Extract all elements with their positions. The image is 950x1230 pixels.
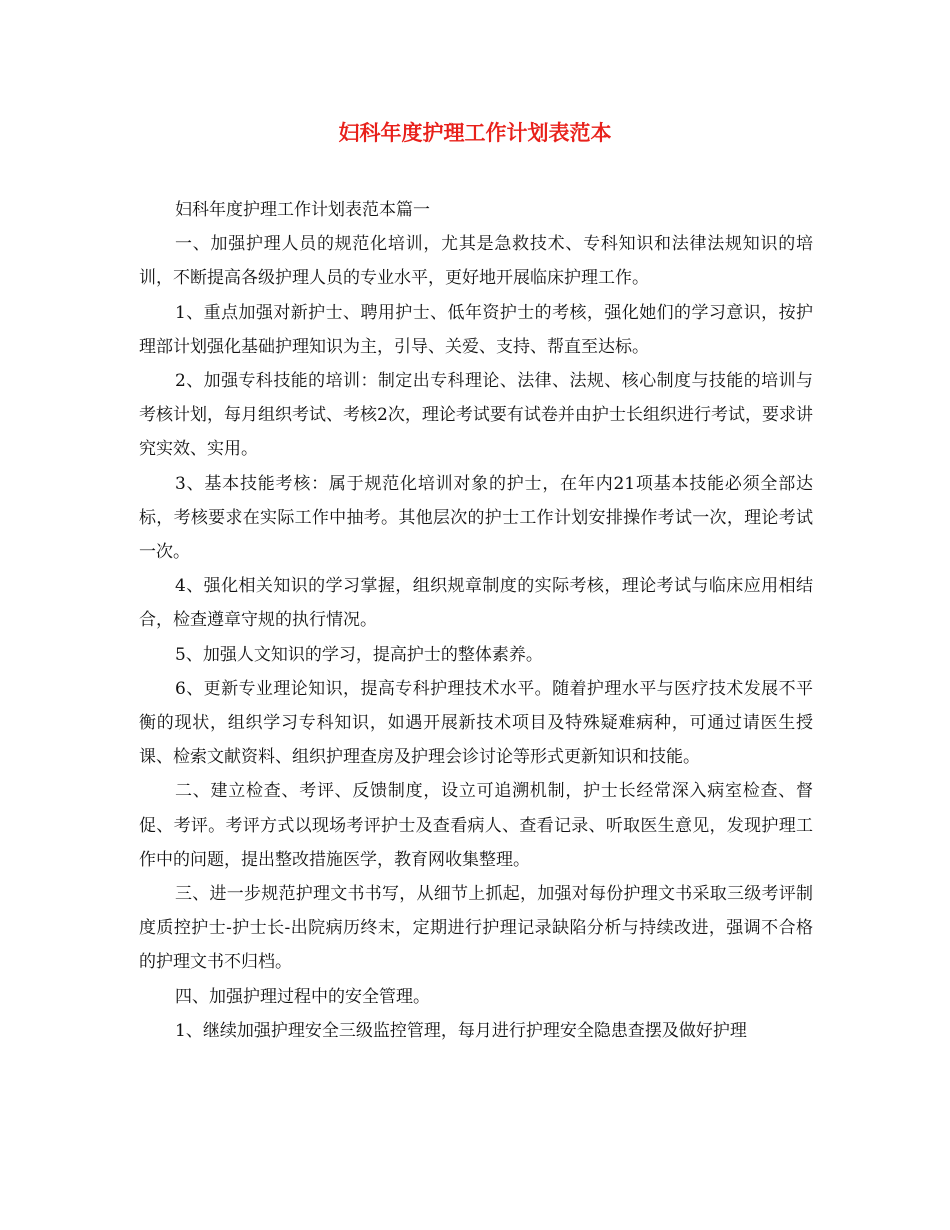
section-heading-part-one: 妇科年度护理工作计划表范本篇一 — [175, 200, 430, 220]
paragraph-safety-heading: 四、加强护理过程中的安全管理。 — [175, 986, 430, 1007]
paragraph-item-1: 1、重点加强对新护士、聘用护士、低年资护士的考核，强化她们的学习意识，按护理部计划强化基础护理知识为主，引导、关爱、支持、帮直至达标。 — [139, 302, 813, 357]
document-title: 妇科年度护理工作计划表范本 — [338, 120, 612, 145]
paragraph-training: 一、加强护理人员的规范化培训，尤其是急救技术、专科知识和法律法规知识的培训，不断提高各级护理人员的专业水平，更好地开展临床护理工作。 — [139, 234, 813, 289]
paragraph-inspection: 二、建立检查、考评、反馈制度，设立可追溯机制，护士长经常深入病室检查、督促、考评。考评方式以现场考评护士及查看病人、查看记录、听取医生意见，发现护理工作中的问题，提出整改措施医学，教育网收集整理。 — [139, 781, 813, 870]
paragraph-item-4: 4、强化相关知识的学习掌握，组织规章制度的实际考核，理论考试与临床应用相结合，检查遵章守规的执行情况。 — [139, 576, 813, 631]
paragraph-item-5: 5、加强人文知识的学习，提高护士的整体素养。 — [175, 644, 543, 665]
paragraph-item-6: 6、更新专业理论知识，提高专科护理技术水平。随着护理水平与医疗技术发展不平衡的现状，组织学习专科知识，如遇开展新技术项目及特殊疑难病种，可通过请医生授课、检索文献资料、组织护理查房及护理会诊讨论等形式更新知识和技能。 — [139, 678, 813, 768]
paragraph-item-2: 2、加强专科技能的培训：制定出专科理论、法律、法规、核心制度与技能的培训与考核计划，每月组织考试、考核2次，理论考试要有试卷并由护士长组织进行考试，要求讲究实效、实用。 — [139, 371, 813, 460]
paragraph-documentation: 三、进一步规范护理文书书写，从细节上抓起，加强对每份护理文书采取三级考评制度质控护士-护士长-出院病历终末，定期进行护理记录缺陷分析与持续改进，强调不合格的护理文书不归档。 — [139, 884, 813, 973]
document-body — [139, 193, 813, 1048]
paragraph-safety-item-1: 1、继续加强护理安全三级监控管理，每月进行护理安全隐患查摆及做好护理 — [175, 1020, 747, 1041]
paragraph-item-3: 3、基本技能考核：属于规范化培训对象的护士，在年内21项基本技能必须全部达标，考核要求在实际工作中抽考。其他层次的护士工作计划安排操作考试一次，理论考试一次。 — [139, 473, 813, 563]
